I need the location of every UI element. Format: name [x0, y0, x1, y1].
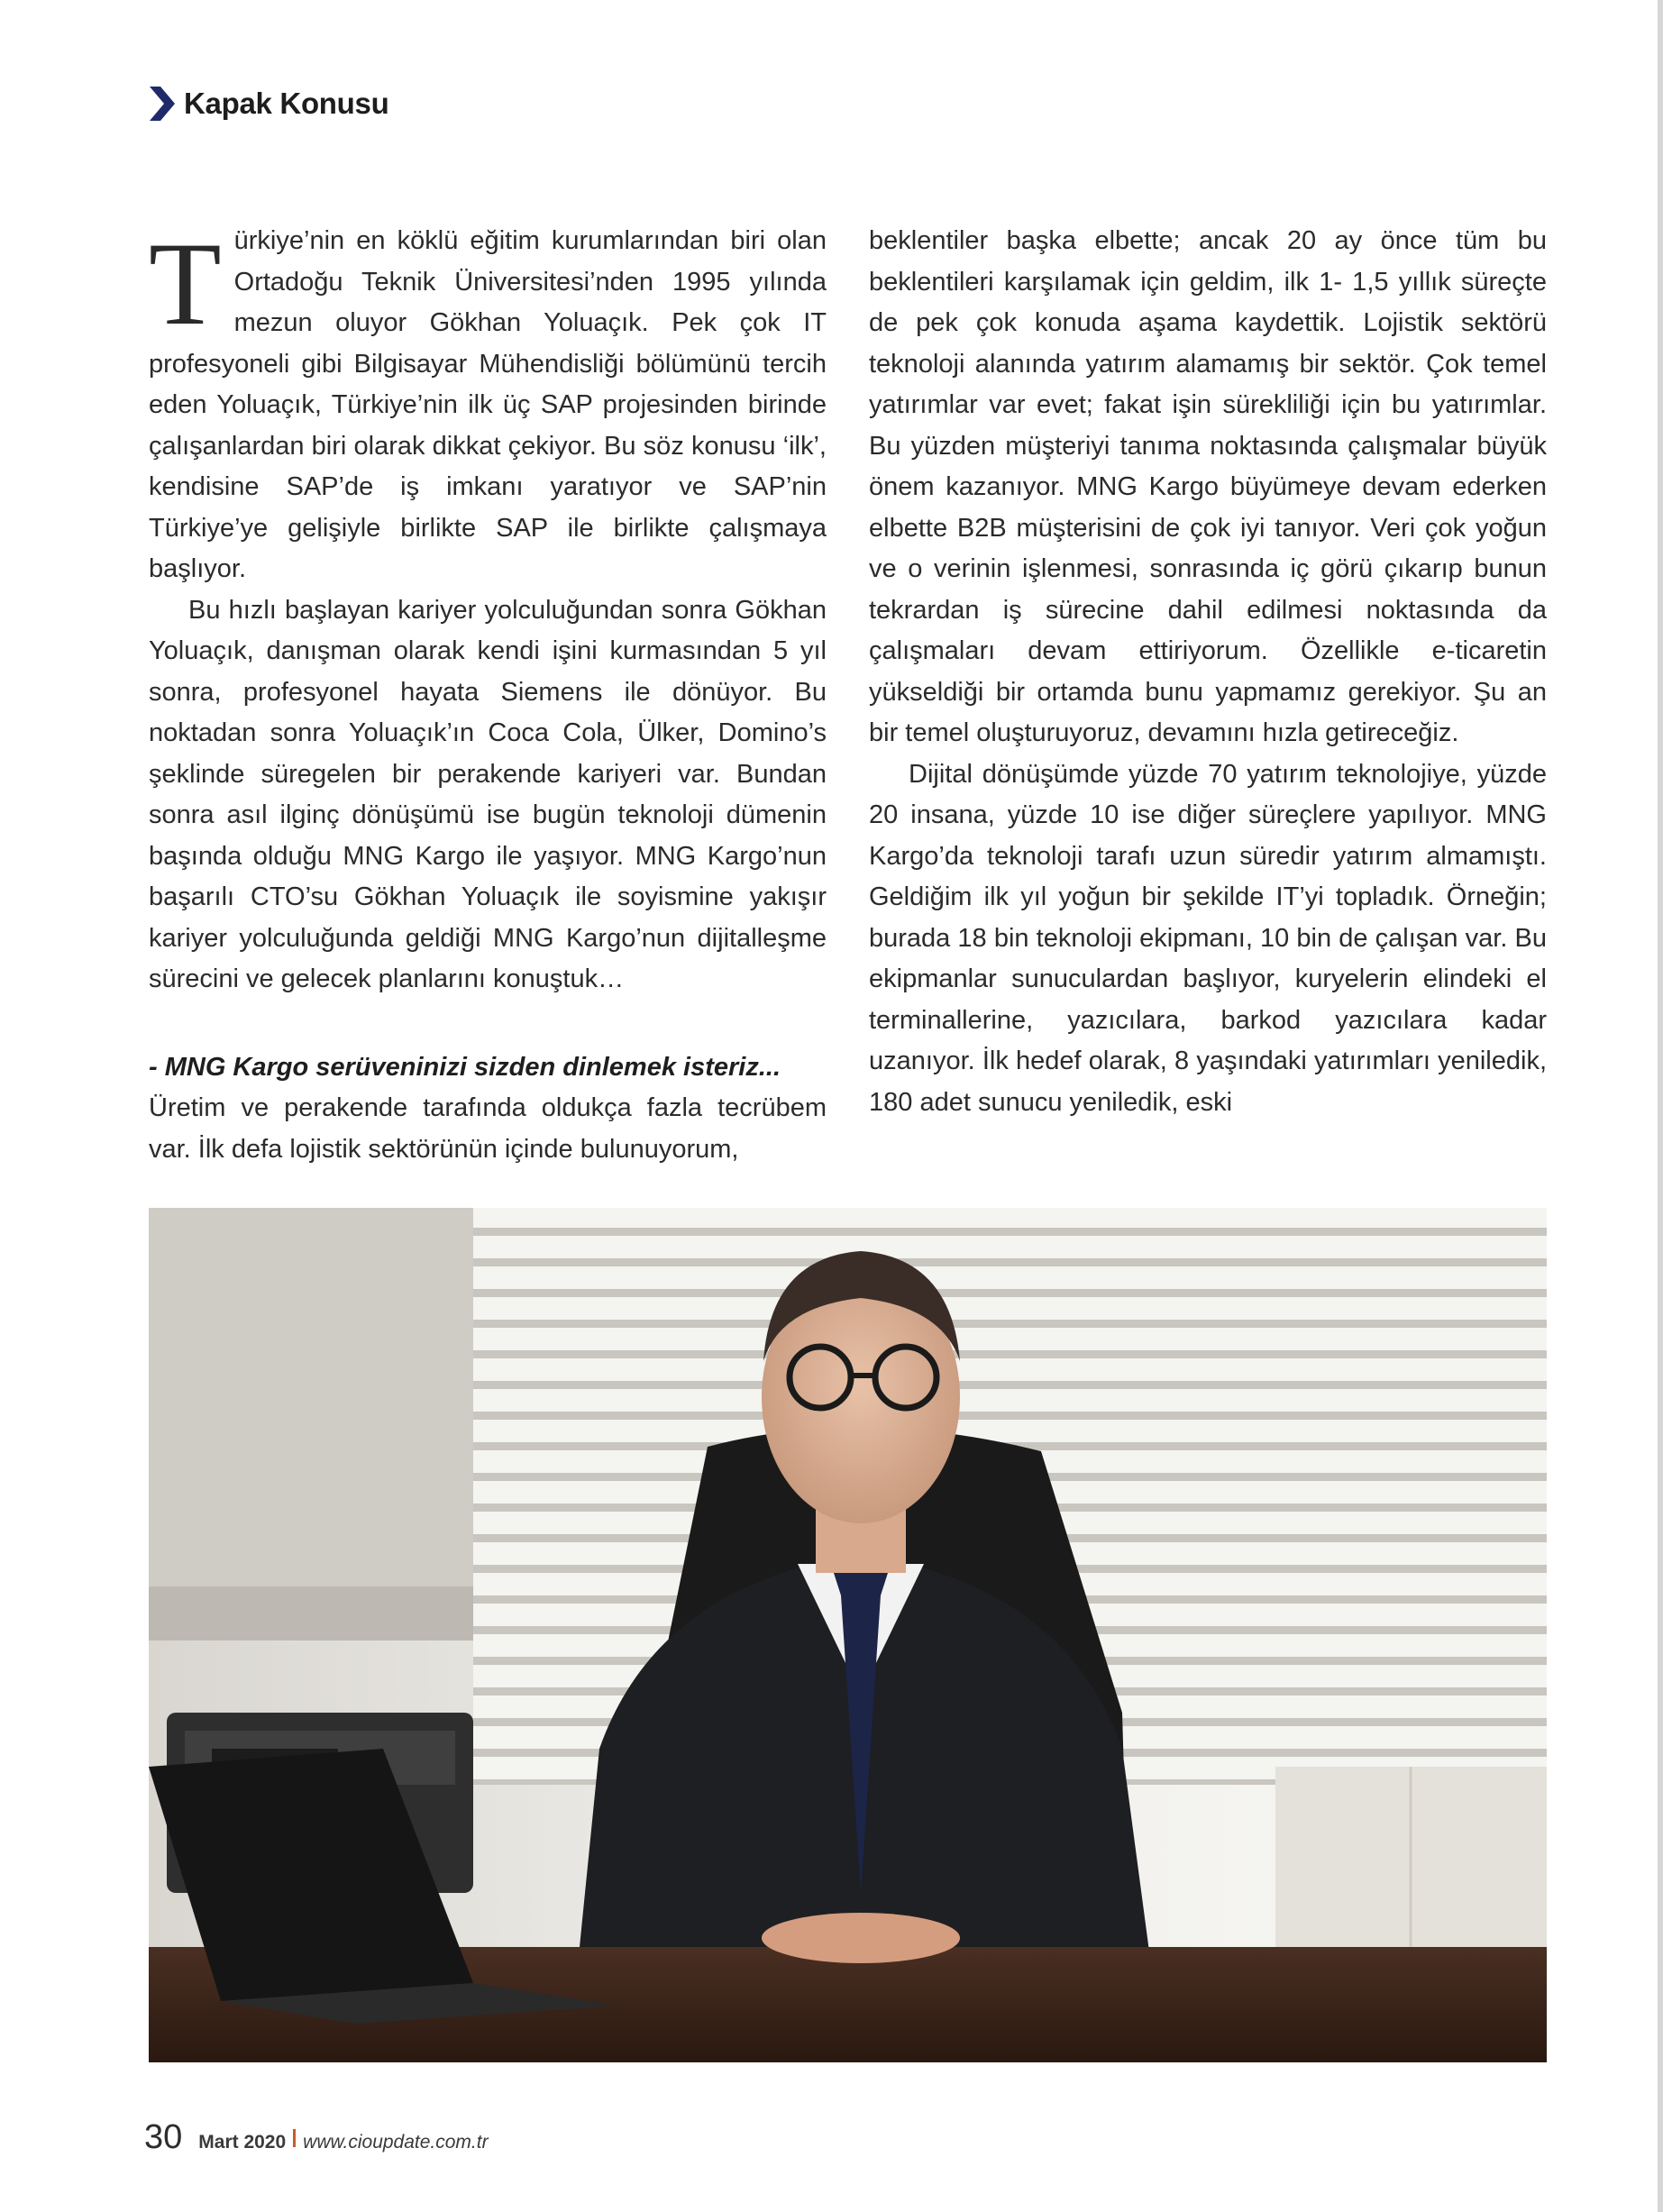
website-link[interactable]: www.cioupdate.com.tr — [303, 2132, 489, 2153]
intro-text: ürkiye’nin en köklü eğitim kurumlarından biri olan Ortadoğu Teknik Üniversitesi’nden 1995 yılında mezun oluyor Gökhan Yoluaçık. Pek çok IT profesyoneli gibi Bilgisayar Mühendisliği bölümünü tercih eden Yoluaçık, Türkiye’nin ilk üç SAP projesinden birinde çalışanlardan biri olarak dikkat çekiyor. Bu söz konusu ‘ilk’, kendisine SAP’de iş imkanı yaratıyor ve SAP’nin Türkiye’ye gelişiyle birlikte SAP ile birlikte çalışmaya başlıyor. — [149, 226, 827, 583]
drop-cap: T — [149, 217, 222, 350]
issue-date: Mart 2020 — [198, 2132, 287, 2153]
page-edge — [1658, 0, 1663, 2212]
answer-continued-paragraph: beklentiler başka elbette; ancak 20 ay önce tüm bu beklentileri karşılamak için geldim, ilk 1- 1,5 yıllık süreçte de pek çok konuda aşama kaydettik. Lojistik sektörü teknoloji alanında yatırım alamamış bir sektör. Çok temel yatırımlar var evet; fakat işin sürekliliği için bu yatırımlar. Bu yüzden müşteriyi tanıma noktasında çalışmalar büyük önem kazanıyor. MNG Kargo büyümeye devam ederken elbette B2B müşterisini de çok iyi tanıyor. Veri çok yoğun ve o verinin işlenmesi, sonrasında iç görü çıkarıp bunun tekrardan iş sürecine dahil edilmesi noktasında da çalışmaları devam ettiriyorum. Özellikle e-ticaretin yükseldiği bir ortamda bunu yapmamız gerekiyor. Şu an bir temel oluşturuyoruz, devamını hızla getireceğiz. — [869, 226, 1547, 747]
answer-paragraph: Üretim ve perakende tarafında oldukça fazla tecrübem var. İlk defa lojistik sektörünün içinde bulunuyorum, — [149, 1093, 827, 1164]
footer-separator — [293, 2129, 296, 2147]
article-column-left — [149, 217, 827, 1170]
body-paragraph: Dijital dönüşümde yüzde 70 yatırım teknolojiye, yüzde 20 insana, yüzde 10 ise diğer süreçlere yapılıyor. MNG Kargo’da teknoloji tarafı uzun süredir yatırım almamıştı. Geldiğim ilk yıl yoğun bir şekilde IT’yi topladık. Örneğin; burada 18 bin teknoloji ekipmanı, 10 bin de çalışan var. Bu ekipmanlar sunuculardan başlıyor, kuryelerin elindeki el terminallerine, yazıcılara, barkod yazıcılara kadar uzanıyor. İlk hedef olarak, 8 yaşındaki yatırımları yeniledik, 180 adet sunucu yeniledik, eski — [869, 759, 1547, 1117]
section-header — [148, 83, 388, 124]
interview-question: - MNG Kargo serüveninizi sizden dinlemek isteriz... — [149, 1052, 781, 1082]
body-paragraph: Bu hızlı başlayan kariyer yolculuğundan sonra Gökhan Yoluaçık, danışman olarak kendi işini kurmasından 5 yıl sonra, profesyonel hayata Siemens ile dönüyor. Bu noktadan sonra Yoluaçık’ın Coca Cola, Ülker, Domino’s şeklinde süregelen bir perakende kariyeri var. Bundan sonra asıl ilginç dönüşümü ise bugün teknoloji dümenin başında olduğu MNG Kargo ile yaşıyor. MNG Kargo’nun başarılı CTO’su Gökhan Yoluaçık ile soyismine yakışır kariyer yolculuğunda geldiği MNG Kargo’nun dijitalleşme sürecini ve gelecek planlarını konuştuk… — [149, 595, 827, 993]
section-title: Kapak Konusu — [184, 87, 389, 120]
chevron-right-icon — [148, 85, 177, 123]
intro-paragraph — [149, 217, 827, 590]
article-column-right — [869, 221, 1547, 1123]
portrait-photo — [149, 1208, 1547, 2062]
page-number: 30 — [144, 2118, 183, 2156]
page-footer — [144, 2118, 489, 2157]
